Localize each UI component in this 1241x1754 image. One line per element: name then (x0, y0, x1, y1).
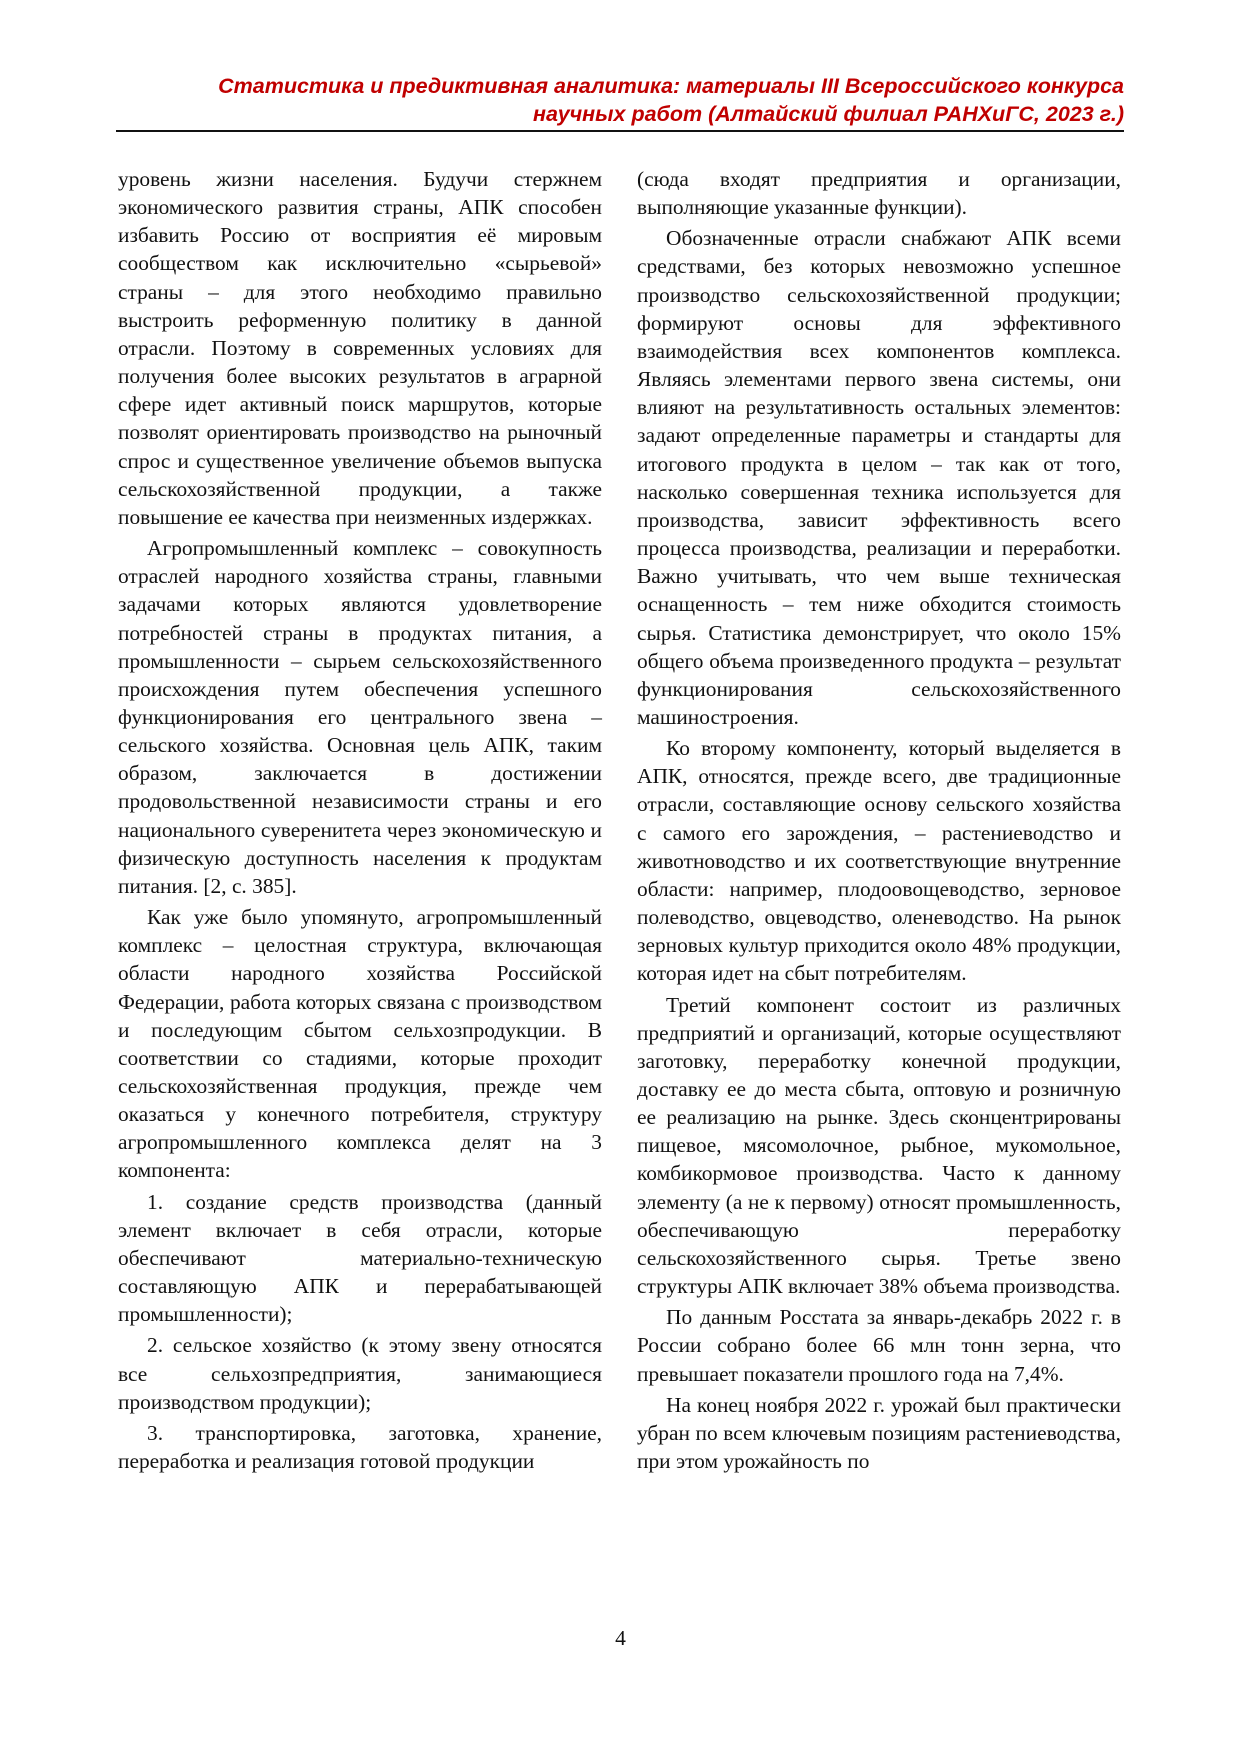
left-column (118, 165, 602, 1478)
paragraph: (сюда входят предприятия и организации, выполняющие указанные функции). (637, 167, 1121, 220)
paragraph: Агропромышленный комплекс – совокупность отраслей народного хозяйства страны, главными задачами которых являются удовлетворение потребностей страны в продуктах питания, а промышленности – сырьем сельскохозяйственного происхождения путем обеспечения успешного функционирования его центрального звена – сельского хозяйства. Основная цель АПК, таким образом, заключается в достижении продовольственной независимости страны и его национального суверенитета через экономическую и физическую доступность населения к продуктам питания. [2, с. 385]. (118, 536, 602, 898)
list-item: 3. транспортировка, заготовка, хранение, переработка и реализация готовой продукции (118, 1420, 602, 1474)
page-number: 4 (615, 1626, 626, 1650)
paragraph: По данным Росстата за январь-декабрь 2022 г. в России собрано более 66 млн тонн зерна, что превышает показатели прошлого года на 7,4%. (637, 1305, 1121, 1386)
list-item: 1. создание средств производства (данный элемент включает в себя отрасли, которые обеспечивают материально-техническую составляющую АПК и перерабатывающей промышленности); (118, 1189, 602, 1327)
right-column (637, 165, 1121, 1478)
running-header (116, 72, 1124, 128)
paragraph: Обозначенные отрасли снабжают АПК всеми средствами, без которых невозможно успешное производство сельскохозяйственной продукции; формируют основы для эффективного взаимодействия всех компонентов комплекса. Являясь элементами первого звена системы, они влияют на результативность остальных элементов: задают определенные параметры и стандарты для итогового продукта в целом – так как от того, насколько совершенная техника используется для производства, зависит эффективность всего процесса производства, реализации и переработки. Важно учитывать, что чем выше техническая оснащенность – тем ниже обходится стоимость сырья. Статистика демонстрирует, что около 15% общего объема произведенного продукта – результат функционирования сельскохозяйственного машиностроения. (637, 226, 1121, 729)
header-line-2: научных работ (Алтайский филиал РАНХиГС, 2023 г.) (533, 102, 1124, 126)
paragraph: уровень жизни населения. Будучи стержнем экономического развития страны, АПК способен избавить Россию от восприятия её мировым сообществом как исключительно «сырьевой» страны – для этого необходимо правильно выстроить реформенную политику в данной отрасли. Поэтому в современных условиях для получения более высоких результатов в аграрной сфере идет активный поиск маршрутов, которые позволят ориентировать производство на рыночный спрос и существенное увеличение объемов выпуска сельскохозяйственной продукции, а также повышение ее качества при неизменных издержках. (118, 167, 602, 529)
paragraph: На конец ноября 2022 г. урожай был практически убран по всем ключевым позициям растениеводства, при этом урожайность по (637, 1392, 1121, 1474)
paragraph: Как уже было упомянуто, агропромышленный комплекс – целостная структура, включающая области народного хозяйства Российской Федерации, работа которых связана с производством и последующим сбытом сельхозпродукции. В соответствии со стадиями, которые проходит сельскохозяйственная продукция, прежде чем оказаться у конечного потребителя, структуру агропромышленного комплекса делят на 3 компонента: (118, 905, 602, 1183)
paragraph: Третий компонент состоит из различных предприятий и организаций, которые осуществляют заготовку, переработку конечной продукции, доставку ее до места сбыта, оптовую и розничную ее реализацию на рынке. Здесь сконцентрированы пищевое, мясомолочное, рыбное, мукомольное, комбикормовое производства. Часто к данному элементу (а не к первому) относят промышленность, обеспечивающую переработку сельскохозяйственного сырья. Третье звено структуры АПК включает 38% объема производства. (637, 992, 1121, 1299)
header-line-1: Статистика и предиктивная аналитика: материалы III Всероссийского конкурса (218, 74, 1124, 98)
list-item: 2. сельское хозяйство (к этому звену относятся все сельхозпредприятия, занимающиеся производством продукции); (118, 1333, 602, 1414)
paragraph: Ко второму компоненту, который выделяется в АПК, относятся, прежде всего, две традиционные отрасли, составляющие основу сельского хозяйства с самого его зарождения, – растениеводство и животноводство и их соответствующие внутренние области: например, плодоовощеводство, зерновое полеводство, овцеводство, оленеводство. На рынок зерновых культур приходится около 48% продукции, которая идет на сбыт потребителям. (637, 736, 1121, 986)
header-rule (116, 130, 1124, 132)
